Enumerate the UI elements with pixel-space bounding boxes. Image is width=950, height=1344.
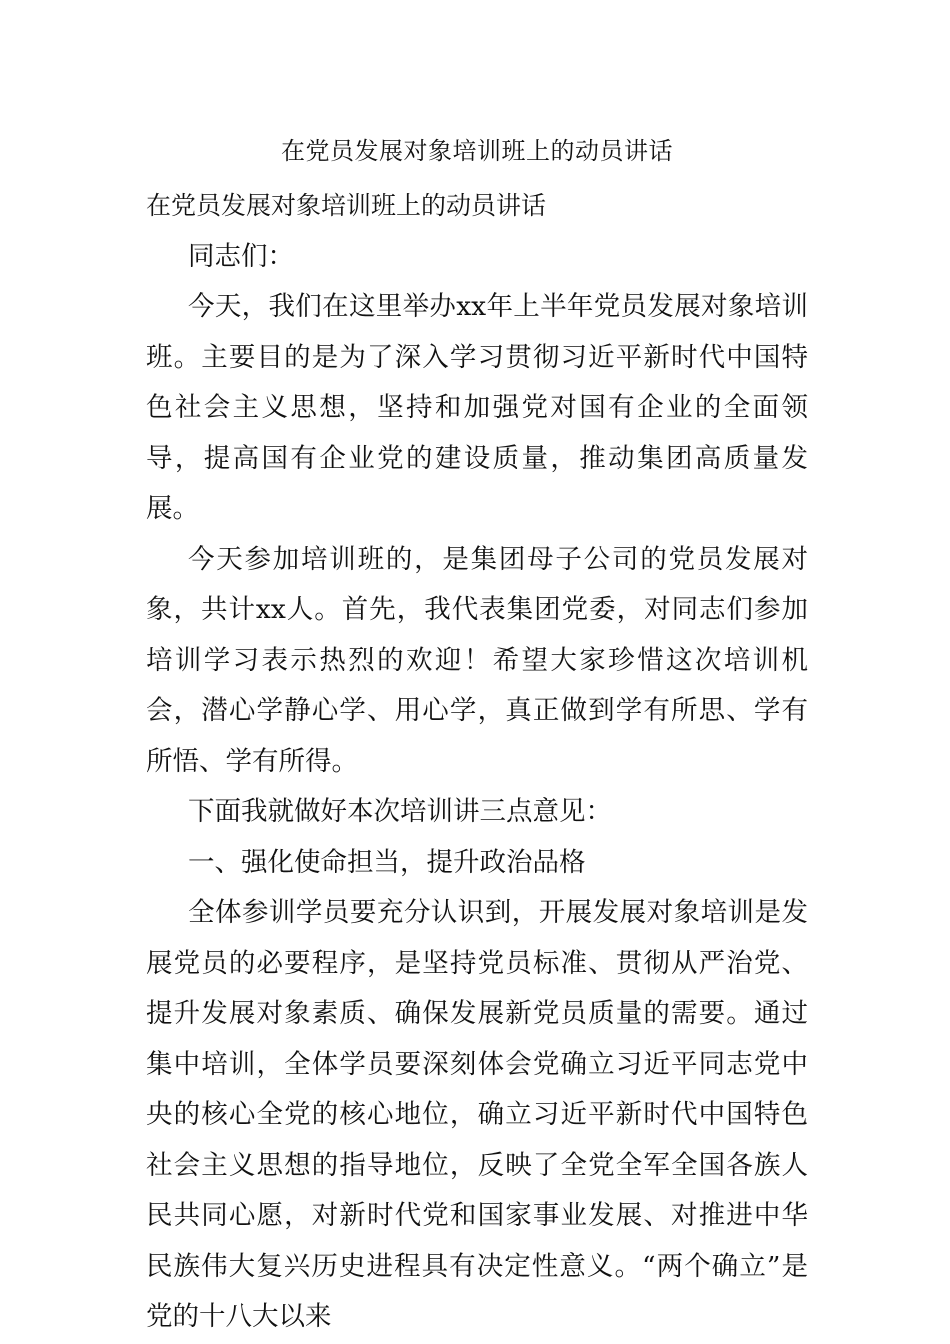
document-body <box>146 181 808 1343</box>
paragraph-welcome: 今天参加培训班的，是集团母子公司的党员发展对象，共计xx人。首先，我代表集团党委，对同志们参加培训学习表示热烈的欢迎！希望大家珍惜这次培训机会，潜心学静心学、用心学，真正做到学有所思、学有所悟、学有所得。 <box>146 543 808 777</box>
paragraph-intro-points: 下面我就做好本次培训讲三点意见： <box>188 796 612 827</box>
salutation: 同志们： <box>188 240 294 272</box>
paragraph-section-1: 全体参训学员要充分认识到，开展发展对象培训是发展党员的必要程序，是坚持党员标准、贯彻从严治党、提升发展对象素质、确保发展新党员质量的需要。通过集中培训，全体学员要深刻体会党确立习近平同志党中央的核心全党的核心地位，确立习近平新时代中国特色社会主义思想的指导地位，反映了全党全军全国各族人民共同心愿，对新时代党和国家事业发展、对推进中华民族伟大复兴历史进程具有决定性意义。“两个确立”是党的十八大以来 <box>146 897 808 1332</box>
section-heading-1: 一、强化使命担当，提升政治品格 <box>188 846 586 878</box>
paragraph-purpose: 今天，我们在这里举办xx年上半年党员发展对象培训班。主要目的是为了深入学习贯彻习近平新时代中国特色社会主义思想，坚持和加强党对国有企业的全面领导，提高国有企业党的建设质量，推动集团高质量发展。 <box>146 291 808 524</box>
document-title: 在党员发展对象培训班上的动员讲话 <box>281 137 673 165</box>
body-heading: 在党员发展对象培训班上的动员讲话 <box>146 191 547 220</box>
